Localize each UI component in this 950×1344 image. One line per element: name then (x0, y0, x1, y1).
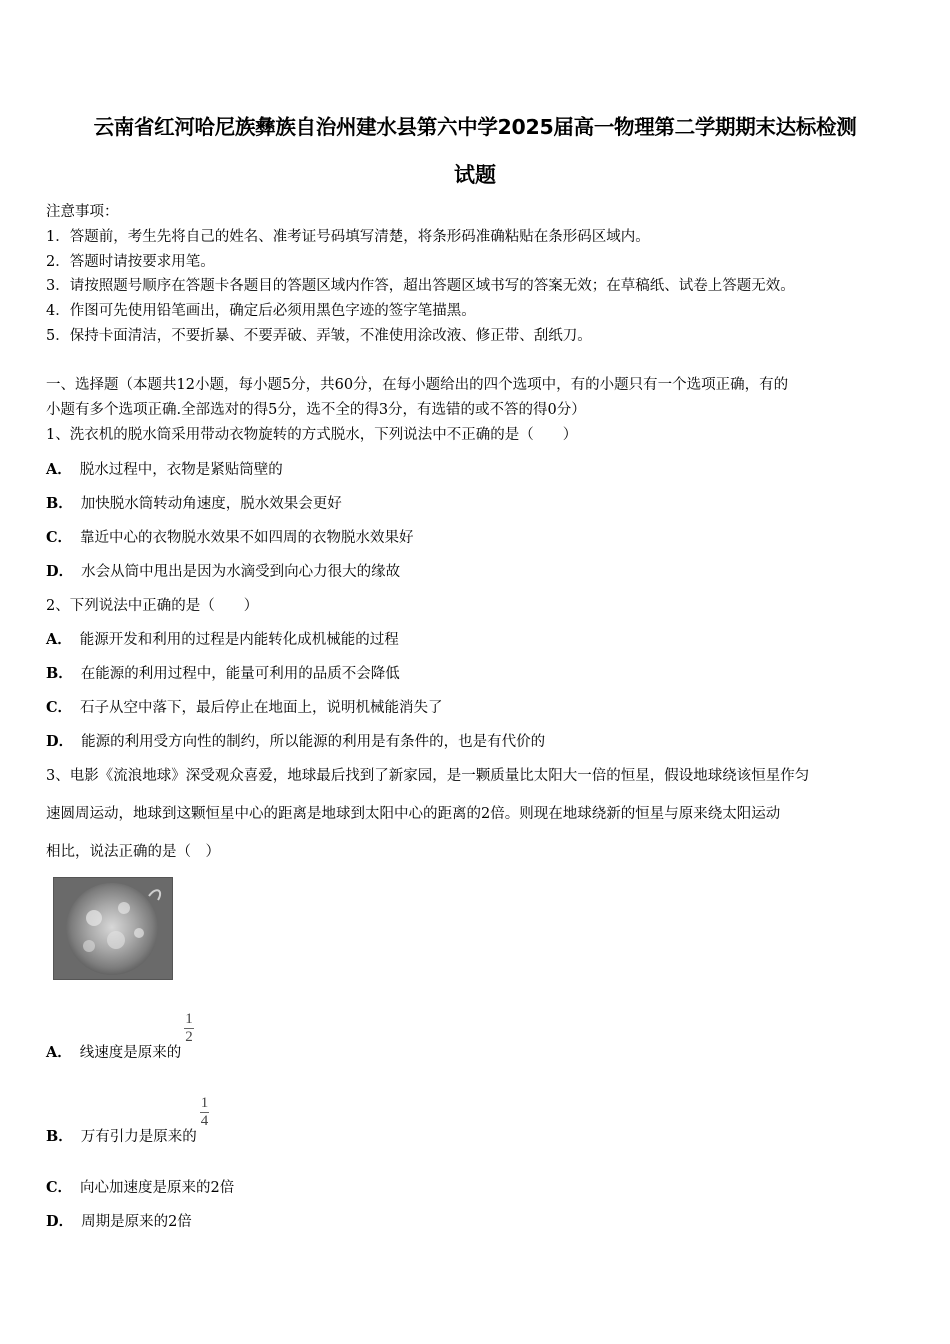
exam-title-line1: 云南省红河哈尼族彝族自治州建水县第六中学2025届高一物理第二学期期末达标检测 (93, 115, 857, 139)
q1-option-d-text: 水会从筒中甩出是因为水滴受到向心力很大的缘故 (81, 564, 401, 580)
q3-option-b-fraction (200, 1095, 210, 1130)
q2-option-d-letter: D． (46, 733, 74, 750)
q3-option-a-letter: A． (46, 1043, 72, 1061)
q3-option-b-numerator: 1 (200, 1095, 209, 1111)
q3-option-a-text: 线速度是原来的 (79, 1044, 182, 1061)
q3-stem-line1: 3、电影《流浪地球》深受观众喜爱，地球最后找到了新家园，是一颗质量比太阳大一倍的恒星，假设地球绕该恒星作匀 (46, 768, 810, 784)
q1-option-a-text: 脱水过程中，衣物是紧贴筒壁的 (79, 462, 283, 478)
section-instructions-line2: 小题有多个选项正确.全部选对的得5分，选不全的得3分，有选错的或不答的得0分） (46, 402, 586, 418)
q2-option-a-letter: A． (46, 631, 72, 648)
star-photo-graphic (54, 878, 172, 979)
q1-option-c (46, 528, 414, 548)
q3-option-a-fraction (184, 1011, 194, 1046)
q2-option-b-text: 在能源的利用过程中，能量可利用的品质不会降低 (80, 666, 400, 682)
q3-option-d (46, 1212, 192, 1232)
q1-option-b-text: 加快脱水筒转动角速度，脱水效果会更好 (80, 496, 342, 512)
q2-option-d (46, 732, 545, 752)
q3-option-b (46, 1095, 209, 1145)
q2-option-b-letter: B． (46, 665, 73, 682)
q3-stem-line3: 相比，说法正确的是（ ） (46, 844, 220, 860)
q3-option-c-letter: C． (46, 1179, 73, 1196)
q1-option-b (46, 494, 342, 514)
q1-option-b-letter: B． (46, 495, 73, 512)
q3-option-b-letter: B． (46, 1127, 73, 1145)
q2-option-c (46, 698, 443, 718)
notice-heading: 注意事项： (46, 204, 119, 220)
q1-stem: 1、洗衣机的脱水筒采用带动衣物旋转的方式脱水，下列说法中不正确的是（ ） (46, 427, 578, 443)
notice-item-1: 1．答题前，考生先将自己的姓名、准考证号码填写清楚，将条形码准确粘贴在条形码区域内。 (46, 229, 650, 245)
notice-item-3: 3．请按照题号顺序在答题卡各题目的答题区域内作答，超出答题区域书写的答案无效；在草稿纸、试卷上答题无效。 (46, 278, 795, 294)
q3-option-c-text: 向心加速度是原来的2倍 (80, 1180, 235, 1196)
section-instructions-line1: 一、选择题（本题共12小题，每小题5分，共60分，在每小题给出的四个选项中，有的小题只有一个选项正确，有的 (46, 377, 789, 393)
q2-option-a (46, 630, 399, 650)
star-photo (53, 877, 173, 980)
notice-item-2: 2．答题时请按要求用笔。 (46, 254, 215, 270)
q2-option-c-text: 石子从空中落下，最后停止在地面上，说明机械能消失了 (80, 700, 443, 716)
q3-option-a-numerator: 1 (185, 1011, 193, 1027)
exam-title-line2: 试题 (454, 163, 496, 187)
notice-item-4: 4．作图可先使用铅笔画出，确定后必须用黑色字迹的签字笔描黑。 (46, 303, 476, 319)
q1-option-a-letter: A． (46, 461, 72, 478)
q3-option-d-text: 周期是原来的2倍 (81, 1214, 192, 1230)
q1-option-d-letter: D． (46, 563, 74, 580)
q1-option-d (46, 562, 400, 582)
q2-option-b (46, 664, 400, 684)
q3-option-a (46, 1011, 194, 1061)
q2-option-c-letter: C． (46, 699, 73, 716)
q2-stem: 2、下列说法中正确的是（ ） (46, 598, 259, 614)
q3-option-c (46, 1178, 234, 1198)
q3-option-d-letter: D． (46, 1213, 74, 1230)
q2-option-d-text: 能源的利用受方向性的制约，所以能源的利用是有条件的，也是有代价的 (81, 734, 546, 750)
q3-option-a-denominator: 2 (185, 1029, 193, 1045)
notice-item-5: 5．保持卡面清洁，不要折暴、不要弄破、弄皱，不准使用涂改液、修正带、刮纸刀。 (46, 328, 592, 344)
q1-option-a (46, 460, 283, 480)
q3-stem-line2: 速圆周运动，地球到这颗恒星中心的距离是地球到太阳中心的距离的2倍。则现在地球绕新的恒星与原来绕太阳运动 (46, 806, 781, 822)
q2-option-a-text: 能源开发和利用的过程是内能转化成机械能的过程 (79, 632, 399, 648)
q1-option-c-text: 靠近中心的衣物脱水效果不如四周的衣物脱水效果好 (80, 530, 414, 546)
q1-option-c-letter: C． (46, 529, 73, 546)
q3-option-b-text: 万有引力是原来的 (80, 1128, 197, 1145)
q3-option-b-denominator: 4 (200, 1113, 209, 1129)
